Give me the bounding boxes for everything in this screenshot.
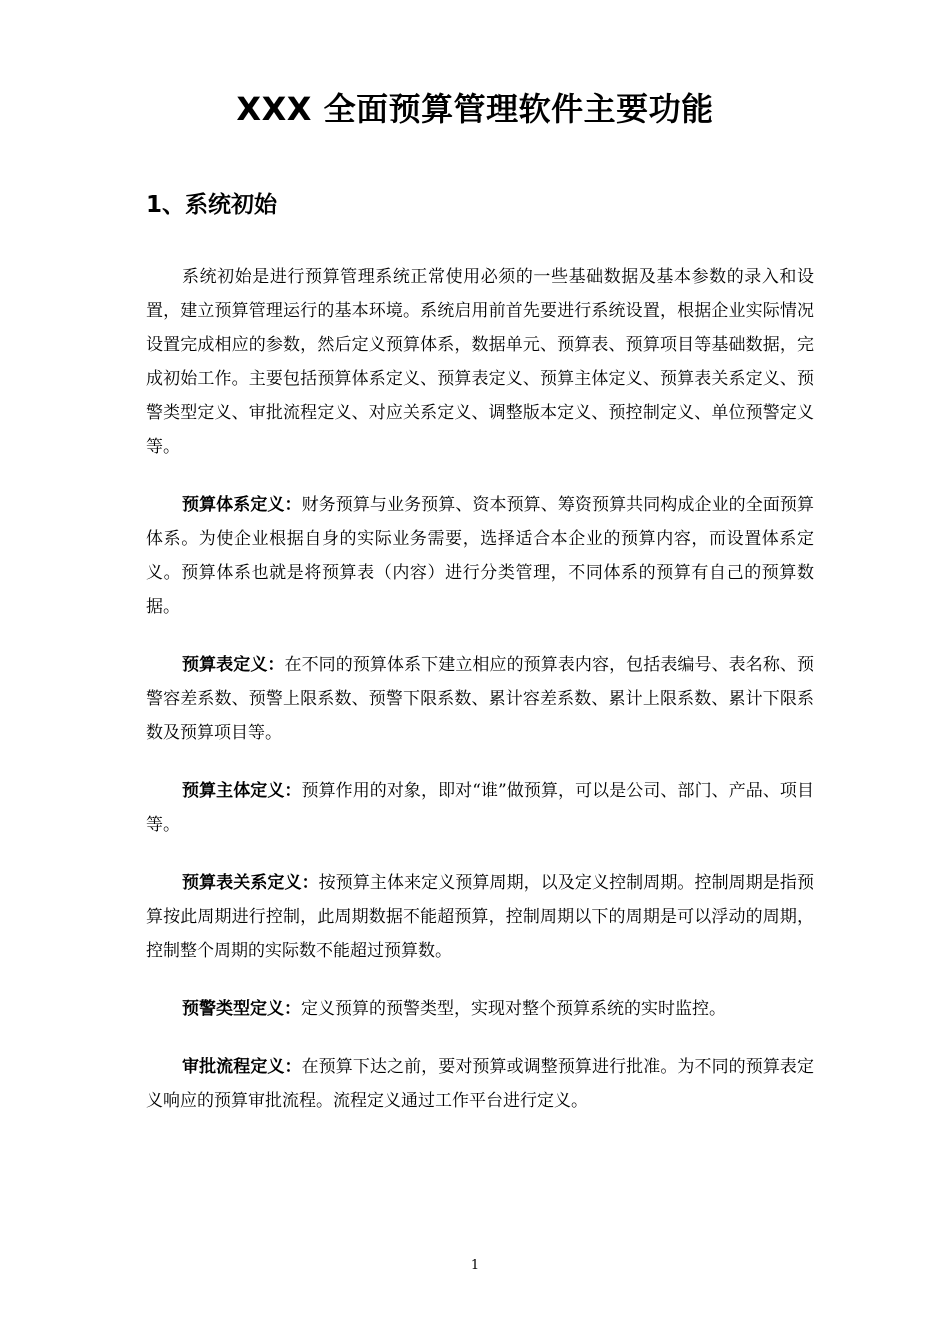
definition-text: 按预算主体来定义预算周期，以及定义控制周期。控制周期是指预算按此周期进行控制，此周期数据不能超预算，控制周期以下的周期是可以浮动的周期，控制整个周期的实际数不能超过预算数。	[146, 873, 815, 961]
definition-text: 定义预算的预警类型，实现对整个预算系统的实时监控。	[301, 999, 726, 1019]
definition-term: 预算表关系定义：	[182, 873, 319, 893]
section-heading: 1、系统初始	[146, 192, 278, 218]
definition-term: 审批流程定义：	[182, 1057, 302, 1077]
definition-paragraph-budget-system	[146, 488, 814, 624]
definition-paragraph-budget-table	[146, 648, 814, 750]
document-title: XXX 全面预算管理软件主要功能	[236, 90, 714, 128]
section-body	[146, 260, 814, 1142]
definition-term: 预算体系定义：	[182, 495, 302, 515]
definition-term: 预警类型定义：	[182, 999, 301, 1019]
definition-text: 预算作用的对象，即对“谁”做预算，可以是公司、部门、产品、项目等。	[146, 781, 814, 835]
definition-term: 预算表定义：	[182, 655, 285, 675]
definition-text: 在不同的预算体系下建立相应的预算表内容，包括表编号、表名称、预警容差系数、预警上限系数、预警下限系数、累计容差系数、累计上限系数、累计下限系数及预算项目等。	[146, 655, 814, 743]
definition-paragraph-approval-flow	[146, 1050, 814, 1118]
definition-text: 财务预算与业务预算、资本预算、筹资预算共同构成企业的全面预算体系。为使企业根据自身的实际业务需要，选择适合本企业的预算内容，而设置体系定义。预算体系也就是将预算表（内容）进行分类管理，不同体系的预算有自己的预算数据。	[146, 495, 815, 617]
definition-paragraph-budget-entity	[146, 774, 814, 842]
definition-term: 预算主体定义：	[182, 781, 302, 801]
page-number: 1	[470, 1258, 480, 1273]
definition-paragraph-table-relation	[146, 866, 814, 968]
definition-text: 在预算下达之前，要对预算或调整预算进行批准。为不同的预算表定义响应的预算审批流程。流程定义通过工作平台进行定义。	[146, 1057, 815, 1111]
intro-paragraph: 系统初始是进行预算管理系统正常使用必须的一些基础数据及基本参数的录入和设置，建立预算管理运行的基本环境。系统启用前首先要进行系统设置，根据企业实际情况设置完成相应的参数，然后定义预算体系，数据单元、预算表、预算项目等基础数据，完成初始工作。主要包括预算体系定义、预算表定义、预算主体定义、预算表关系定义、预警类型定义、审批流程定义、对应关系定义、调整版本定义、预控制定义、单位预警定义等。	[146, 267, 814, 457]
definition-paragraph-warning-type	[146, 992, 814, 1026]
